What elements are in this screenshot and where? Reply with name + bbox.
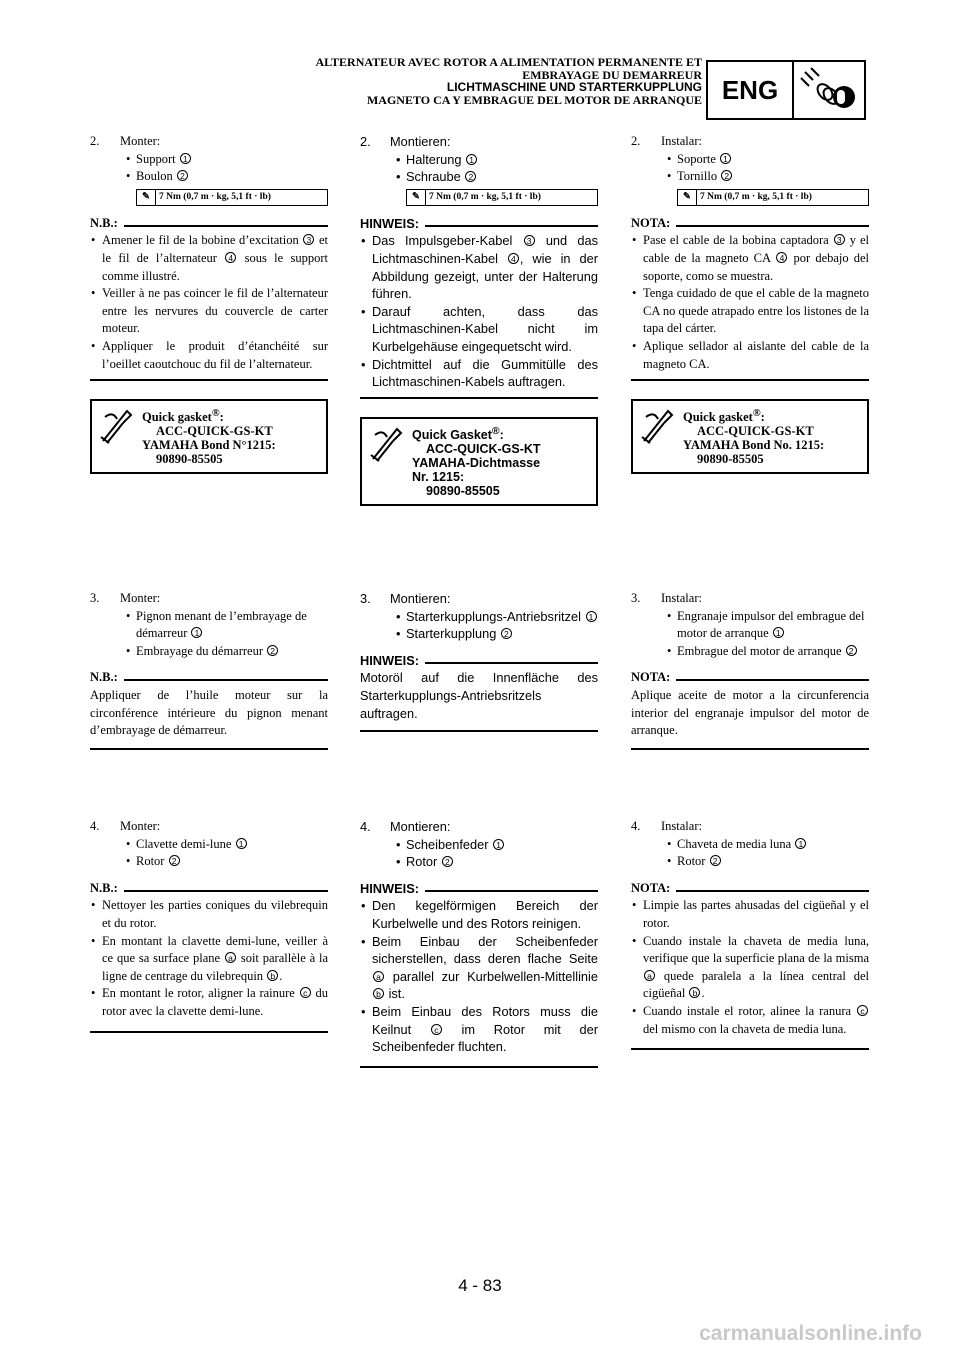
header-line-fr-1: ALTERNATEUR AVEC ROTOR A ALIMENTATION PERMANENTE ET	[315, 55, 702, 69]
engine-coil-icon	[794, 62, 864, 118]
note-heading: HINWEIS:	[360, 215, 598, 233]
section-header	[315, 56, 702, 106]
step-title: Monter:	[120, 134, 161, 148]
note-item: • Tenga cuidado de que el cable de la magneto CA no quede atrapado entre los listones de la tapa del cárter.	[631, 285, 869, 338]
step-number: 2.	[90, 134, 100, 148]
torque-spec: ✎ 7 Nm (0,7 m · kg, 5,1 ft · lb)	[406, 189, 598, 206]
note-item: • Cuando instale el rotor, alinee la ranura c del mismo con la chaveta de media luna.	[631, 1003, 869, 1038]
torque-wrench-icon: ✎	[678, 190, 697, 205]
column-fr-step3: 3. Monter: • Pignon menant de l’embrayage de démarreur 1 • Embrayage du démarreur 2 N.B.: Appliquer de l’huile moteur sur la circonférence intérieure du pignon menant d’embrayage de démarreur.	[90, 590, 328, 750]
note-heading: NOTA:	[631, 880, 869, 898]
sealant-name: Quick gasket	[142, 410, 212, 425]
header-line-de: LICHTMASCHINE UND STARTERKUPPLUNG	[446, 80, 702, 94]
list-item: • Schraube 2	[360, 168, 598, 186]
sealant-part-number: 90890-85505	[156, 452, 223, 467]
column-fr-step4: 4. Monter: • Clavette demi-lune 1 • Rotor 2 N.B.: • Nettoyer les parties coniques du vilebrequin et du rotor. • En montant la clavette demi-lune, veiller à ce que sa surface plane a soit parallèle à la ligne de centrage du vilebrequin b . • En montant le rotor, aligner la rainure c du rotor avec la clavette demi-lune.	[90, 818, 328, 1033]
note-item: • Appliquer le produit d’étanchéité sur l’oeillet caoutchouc du fil de l’alternateur.	[90, 338, 328, 373]
note-item: • Den kegelförmigen Bereich der Kurbelwelle und des Rotors reinigen.	[360, 897, 598, 932]
list-item: • Starterkupplungs-Antriebsritzel 1	[360, 608, 598, 626]
sealant-box: Quick Gasket®: ACC-QUICK-GS-KT YAMAHA-Dichtmasse Nr. 1215: 90890-85505	[360, 417, 598, 506]
list-item: • Support 1	[90, 151, 328, 169]
torque-wrench-icon: ✎	[407, 190, 426, 205]
column-es-step2: 2. Instalar: • Soporte 1 • Tornillo 2 ✎ 7 Nm (0,7 m · kg, 5,1 ft · lb) NOTA: • Pase el cable de la bobina captadora 3 y el cable de la magneto CA 4 por debajo del soporte, como se muestra. • Tenga cuidado de que el cable de la magneto CA no quede atrapado entre los listones de la tapa del cárter. • Aplique sellador al aislante del cable de la magneto CA. Quick gasket®: ACC-QUICK-GS-KT YAMAHA Bond No. 1215: 90890-85505	[631, 133, 869, 474]
list-item: • Starterkupplung 2	[360, 625, 598, 643]
note-item: • Amener le fil de la bobine d’excitation 3 et le fil de l’alternateur 4 sous le support comme illustré.	[90, 232, 328, 285]
list-item: • Engranaje impulsor del embrague del motor de arranque 1	[631, 608, 869, 643]
list-item: • Clavette demi-lune 1	[90, 836, 328, 854]
note-text: Aplique aceite de motor a la circunferencia interior del engranaje impulsor del motor de arranque.	[631, 687, 869, 738]
list-item: • Rotor 2	[360, 853, 598, 871]
list-item: • Halterung 1	[360, 151, 598, 169]
page-number: 4 - 83	[458, 1276, 502, 1295]
column-de-step2: 2. Montieren: • Halterung 1 • Schraube 2 ✎ 7 Nm (0,7 m · kg, 5,1 ft · lb) HINWEIS: • Das Impulsgeber-Kabel 3 und das Lichtmaschinen-Kabel 4 , wie in der Abbildung gezeigt, unter der Halterung führen. • Darauf achten, dass das Lichtmaschinen-Kabel nicht im Kurbelgehäuse eingequetscht wird. • Dichtmittel auf die Gummitülle des Lichtmaschinen-Kabels auftragen. Quick Gasket®: ACC-QUICK-GS-KT YAMAHA-Dichtmasse Nr. 1215: 90890-85505	[360, 133, 598, 506]
note-heading: HINWEIS:	[360, 880, 598, 898]
watermark: carmanualsonline.info	[699, 1322, 922, 1345]
list-item: • Chaveta de media luna 1	[631, 836, 869, 854]
note-item: • Cuando instale la chaveta de media luna, verifique que la superficie plana de la misma a quede paralela a la línea central del cigüeñal b .	[631, 933, 869, 1003]
sealant-box: Quick gasket®: ACC-QUICK-GS-KT YAMAHA Bond No. 1215: 90890-85505	[631, 399, 869, 474]
column-es-step3: 3. Instalar: • Engranaje impulsor del embrague del motor de arranque 1 • Embrague del motor de arranque 2 NOTA: Aplique aceite de motor a la circunferencia interior del engranaje impulsor del motor de arranque.	[631, 590, 869, 750]
header-line-fr-2: EMBRAYAGE DU DEMARREUR	[522, 67, 702, 82]
note-item: • Beim Einbau des Rotors muss die Keilnut c im Rotor mit der Scheibenfeder fluchten.	[360, 1003, 598, 1056]
torque-spec: ✎ 7 Nm (0,7 m · kg, 5,1 ft · lb)	[136, 189, 328, 206]
note-item: • Aplique sellador al aislante del cable de la magneto CA.	[631, 338, 869, 373]
note-item: • Nettoyer les parties coniques du vilebrequin et du rotor.	[90, 897, 328, 932]
sealant-tool-icon	[362, 419, 412, 504]
torque-wrench-icon: ✎	[137, 190, 156, 205]
list-item: • Boulon 2	[90, 168, 328, 186]
column-es-step4: 4. Instalar: • Chaveta de media luna 1 • Rotor 2 NOTA: • Limpie las partes ahusadas del cigüeñal y el rotor. • Cuando instale la chaveta de media luna, verifique que la superficie plana de la misma a quede paralela a la línea central del cigüeñal b . • Cuando instale el rotor, alinee la ranura c del mismo con la chaveta de media luna.	[631, 818, 869, 1050]
eng-label: ENG	[708, 62, 794, 118]
note-heading: N.B.:	[90, 880, 328, 898]
list-item: • Embrayage du démarreur 2	[90, 643, 328, 661]
note-text: Appliquer de l’huile moteur sur la circonférence intérieure du pignon menant d’embrayage de démarreur.	[90, 687, 328, 738]
list-item: • Rotor 2	[631, 853, 869, 871]
note-heading: N.B.:	[90, 669, 328, 687]
eng-badge	[706, 60, 866, 120]
note-item: • Darauf achten, dass das Lichtmaschinen-Kabel nicht im Kurbelgehäuse eingequetscht wird.	[360, 303, 598, 356]
note-heading: N.B.:	[90, 215, 328, 233]
note-item: • En montant le rotor, aligner la rainure c du rotor avec la clavette demi-lune.	[90, 985, 328, 1020]
column-de-step3: 3. Montieren: • Starterkupplungs-Antriebsritzel 1 • Starterkupplung 2 HINWEIS: Motoröl auf die Innenfläche des Starterkupplungs-Antriebsritzels auftragen.	[360, 590, 598, 732]
note-end-rule	[90, 379, 328, 381]
list-item: • Pignon menant de l’embrayage de démarreur 1	[90, 608, 328, 643]
note-item: • Dichtmittel auf die Gummitülle des Lichtmaschinen-Kabels auftragen.	[360, 356, 598, 391]
list-item: • Rotor 2	[90, 853, 328, 871]
note-item: • En montant la clavette demi-lune, veiller à ce que sa surface plane a soit parallèle à la ligne de centrage du vilebrequin b .	[90, 933, 328, 986]
note-item: • Limpie las partes ahusadas del cigüeñal y el rotor.	[631, 897, 869, 932]
note-text: Motoröl auf die Innenfläche des Starterkupplungs-Antriebsritzels auftragen.	[360, 670, 598, 721]
ref-2: 2	[177, 170, 188, 181]
sealant-box: Quick gasket®: ACC-QUICK-GS-KT YAMAHA Bond N°1215: 90890-85505	[90, 399, 328, 474]
list-item: • Scheibenfeder 1	[360, 836, 598, 854]
column-de-step4: 4. Montieren: • Scheibenfeder 1 • Rotor 2 HINWEIS: • Den kegelförmigen Bereich der Kurbelwelle und des Rotors reinigen. • Beim Einbau der Scheibenfeder sicherstellen, dass deren flache Seite a parallel zur Kurbelwellen-Mittellinie b ist. • Beim Einbau des Rotors muss die Keilnut c im Rotor mit der Scheibenfeder fluchten.	[360, 818, 598, 1068]
note-heading: NOTA:	[631, 215, 869, 233]
note-item: • Das Impulsgeber-Kabel 3 und das Lichtmaschinen-Kabel 4 , wie in der Abbildung gezeigt, unter der Halterung führen.	[360, 232, 598, 302]
note-heading: NOTA:	[631, 669, 869, 687]
sealant-code: ACC-QUICK-GS-KT	[156, 424, 273, 439]
column-fr-step2	[90, 133, 328, 474]
list-item: • Embrague del motor de arranque 2	[631, 643, 869, 661]
note-item: • Pase el cable de la bobina captadora 3 y el cable de la magneto CA 4 por debajo del soporte, como se muestra.	[631, 232, 869, 285]
torque-spec: ✎ 7 Nm (0,7 m · kg, 5,1 ft · lb)	[677, 189, 869, 206]
note-item: • Veiller à ne pas coincer le fil de l’alternateur entre les nervures du couvercle de carter moteur.	[90, 285, 328, 338]
note-item: • Beim Einbau der Scheibenfeder sicherstellen, dass deren flache Seite a parallel zur Kurbelwellen-Mittellinie b ist.	[360, 933, 598, 1003]
header-line-es: MAGNETO CA Y EMBRAGUE DEL MOTOR DE ARRANQUE	[366, 92, 702, 107]
sealant-bond: YAMAHA Bond N°1215:	[142, 438, 276, 453]
list-item: • Soporte 1	[631, 151, 869, 169]
ref-1: 1	[180, 153, 191, 164]
list-item: • Tornillo 2	[631, 168, 869, 186]
sealant-tool-icon	[633, 401, 683, 472]
sealant-tool-icon	[92, 401, 142, 472]
note-heading: HINWEIS:	[360, 652, 598, 670]
